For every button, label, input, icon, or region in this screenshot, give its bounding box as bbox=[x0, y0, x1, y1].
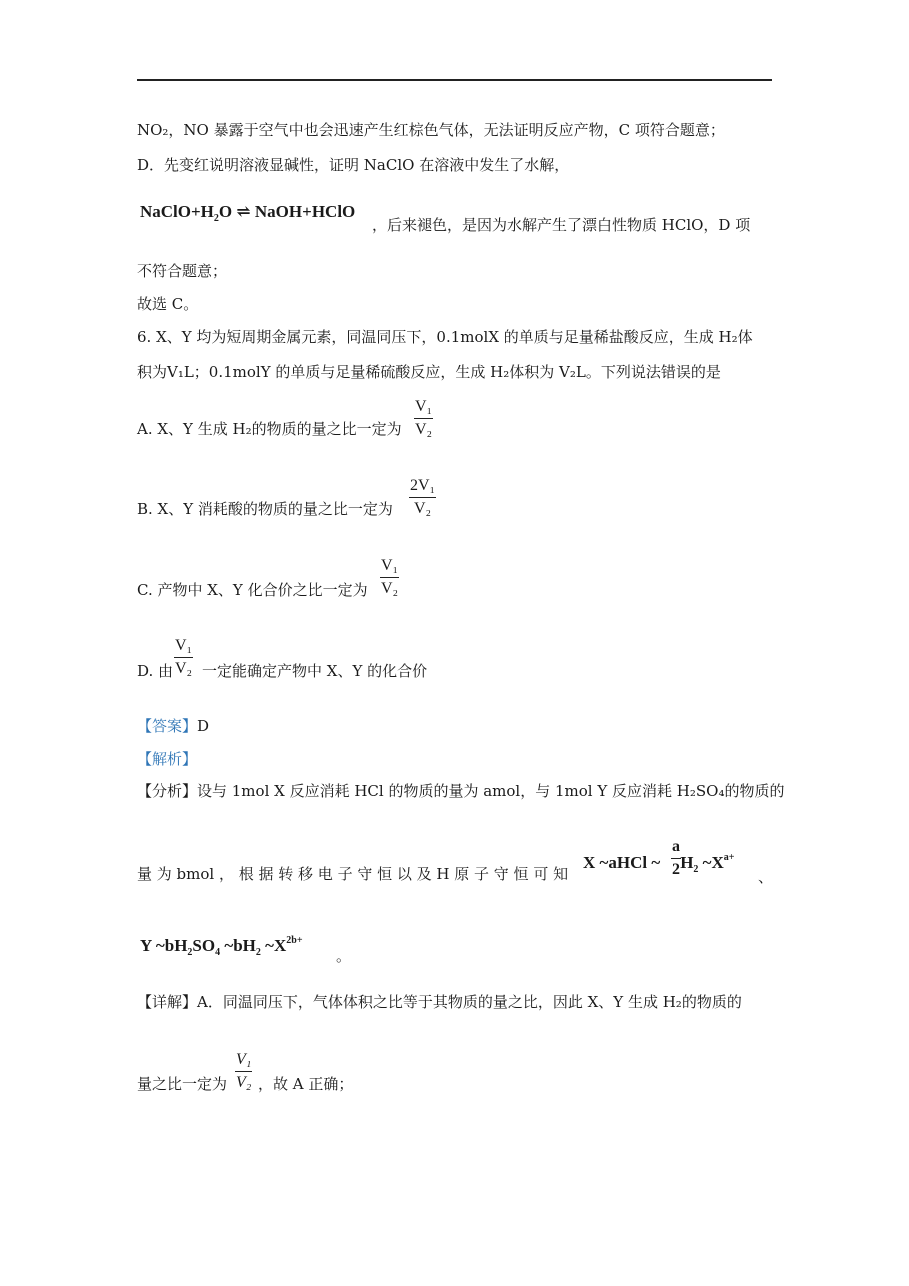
option-d-text-post: 一定能确定产物中 X、Y 的化合价 bbox=[202, 662, 428, 680]
option-b-denominator: V₂ bbox=[414, 500, 432, 517]
option-d-text-pre: D. 由 bbox=[137, 662, 174, 680]
eq3-end: 。 bbox=[336, 947, 352, 965]
text-line-d1: D．先变红说明溶液显碱性，证明 NaClO 在溶液中发生了水解， bbox=[137, 156, 570, 174]
eq1-o: O bbox=[218, 202, 233, 221]
equation-x-fraction bbox=[671, 838, 681, 879]
eq2-part1: X ~aHCl ~ bbox=[583, 853, 661, 872]
eq3-p1: Y ~bH bbox=[140, 936, 188, 955]
answer-value: D bbox=[197, 717, 210, 735]
eq3-p3: ~bH bbox=[220, 936, 256, 955]
text-line-d2: ，后来褪色，是因为水解产生了漂白性物质 HClO，D 项 bbox=[372, 216, 751, 234]
analysis-tag: 【解析】 bbox=[137, 750, 198, 768]
text-line-no2: NO₂，NO 暴露于空气中也会迅速产生红棕色气体，无法证明反应产物，C 项符合题意； bbox=[137, 121, 725, 139]
xiangjie-line2-post: ，故 A 正确； bbox=[258, 1075, 354, 1093]
answer-line bbox=[137, 716, 209, 736]
eq3-p2: SO bbox=[192, 936, 216, 955]
eq2-frac-denominator: 2 bbox=[672, 861, 680, 878]
header-rule bbox=[137, 79, 772, 81]
eq3-s1: 2 bbox=[187, 947, 193, 958]
option-a-denominator: V₂ bbox=[415, 421, 433, 438]
option-b-fraction bbox=[409, 477, 436, 518]
eq2-frac-numerator: a bbox=[671, 838, 681, 859]
eq1-right: NaOH+HClO bbox=[254, 202, 356, 221]
option-a-numerator: V₁ bbox=[414, 398, 433, 419]
equation-x-relation bbox=[583, 852, 735, 875]
eq2-part3: ~X bbox=[698, 853, 724, 872]
xiangjie-fraction bbox=[235, 1051, 252, 1092]
option-b-text: B. X、Y 消耗酸的物质的量之比一定为 bbox=[137, 500, 393, 518]
option-c-denominator: V₂ bbox=[381, 580, 399, 597]
option-d-fraction bbox=[174, 637, 193, 678]
option-d-denominator: V₂ bbox=[175, 660, 193, 677]
option-a-fraction bbox=[414, 398, 433, 439]
eq3-sup: 2b+ bbox=[286, 935, 303, 946]
equation-y-relation bbox=[140, 935, 303, 958]
eq3-s2: 4 bbox=[215, 947, 221, 958]
xiangjie-denominator: V₂ bbox=[236, 1074, 252, 1091]
option-b-numerator: 2V₁ bbox=[409, 477, 436, 498]
option-c-text: C. 产物中 X、Y 化合价之比一定为 bbox=[137, 581, 368, 599]
option-a-text: A. X、Y 生成 H₂的物质的量之比一定为 bbox=[137, 420, 402, 438]
option-c-fraction bbox=[380, 557, 399, 598]
question-6-line1: 6. X、Y 均为短周期金属元素，同温同压下，0.1molX 的单质与足量稀盐酸反应，生成 H₂体 bbox=[137, 328, 753, 346]
eq1-left: NaClO+H bbox=[140, 202, 214, 221]
text-line-d3: 不符合题意； bbox=[137, 262, 228, 280]
option-d-numerator: V₁ bbox=[174, 637, 193, 658]
question-6-line2: 积为V₁L；0.1molY 的单质与足量稀硫酸反应，生成 H₂体积为 V₂L。下列说法错误的是 bbox=[137, 363, 721, 381]
eq3-p4: ~X bbox=[260, 936, 287, 955]
answer-tag: 【答案】 bbox=[137, 717, 198, 735]
eq2-sup: a+ bbox=[723, 852, 735, 863]
text-line-choose: 故选 C。 bbox=[137, 295, 199, 313]
fenxi-line2: 量 为 bmol ， 根 据 转 移 电 子 守 恒 以 及 H 原 子 守 恒 可 知 bbox=[137, 865, 569, 883]
xiangjie-line2-pre: 量之比一定为 bbox=[137, 1075, 228, 1093]
eq1-sub: 2 bbox=[213, 213, 219, 224]
equation-hydrolysis bbox=[140, 202, 355, 224]
eq1-equilibrium-arrow: ⇌ bbox=[236, 202, 251, 221]
eq3-s3: 2 bbox=[255, 947, 261, 958]
eq2-h: H bbox=[680, 853, 694, 872]
xiangjie-line1: 【详解】A．同温同压下，气体体积之比等于其物质的量之比，因此 X、Y 生成 H₂的物质的 bbox=[137, 993, 742, 1011]
eq2-separator: 、 bbox=[758, 868, 774, 886]
option-c-numerator: V₁ bbox=[380, 557, 399, 578]
fenxi-line1: 【分析】设与 1mol X 反应消耗 HCl 的物质的量为 amol，与 1mol Y 反应消耗 H₂SO₄的物质的 bbox=[137, 782, 785, 800]
eq2-sub: 2 bbox=[693, 864, 699, 875]
xiangjie-numerator: V₁ bbox=[235, 1051, 252, 1072]
